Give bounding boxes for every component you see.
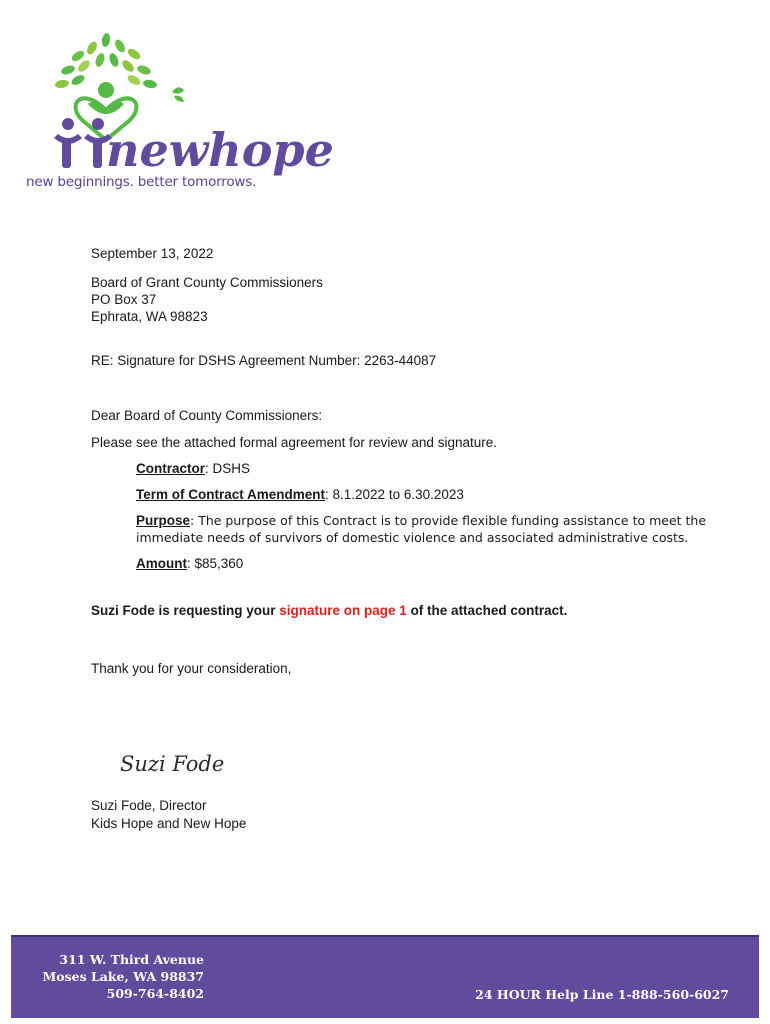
purpose-term — [136, 512, 711, 546]
amount-term — [136, 555, 711, 572]
signature-request: Suzi Fode is requesting your signature on page 1 of the attached contract. — [91, 603, 568, 618]
recipient-line: Board of Grant County Commissioners — [91, 275, 323, 290]
recipient-line: PO Box 37 — [91, 292, 157, 307]
footer-city: Moses Lake, WA 98837 — [42, 969, 204, 984]
signature-highlight: signature on page 1 — [279, 603, 407, 618]
amount-value: : $85,360 — [187, 556, 244, 571]
contractor-value: : DSHS — [205, 461, 251, 476]
thanks-line: Thank you for your consideration, — [91, 661, 292, 676]
contract-terms — [136, 460, 711, 572]
butterfly-icon — [172, 87, 184, 102]
footer-street: 311 W. Third Avenue — [59, 952, 204, 967]
handwritten-signature — [118, 745, 228, 787]
term-value: : 8.1.2022 to 6.30.2023 — [325, 487, 464, 502]
intro-paragraph: Please see the attached formal agreement for review and signature. — [91, 435, 497, 450]
contractor-term — [136, 460, 711, 477]
footer-band — [11, 935, 759, 1018]
closing-block — [91, 797, 246, 833]
purpose-label: Purpose — [136, 513, 191, 528]
contractor-label: Contractor — [136, 461, 206, 476]
footer-helpline: 24 HOUR Help Line 1-888-560-6027 — [475, 987, 729, 1002]
tree-leaves-icon — [54, 32, 157, 89]
salutation: Dear Board of County Commissioners: — [91, 408, 323, 423]
purpose-value: : The purpose of this Contract is to provide flexible funding assistance to meet the immediate needs of survivors of domestic violence and associated administrative costs. — [136, 513, 707, 545]
tagline: new beginnings. better tomorrows. — [26, 174, 257, 190]
footer-phone: 509-764-8402 — [106, 986, 204, 1001]
logo-text: newhope — [106, 123, 334, 177]
amount-label: Amount — [136, 556, 187, 571]
letter-body — [91, 245, 711, 677]
svg-text:Suzi Fode: Suzi Fode — [120, 752, 225, 776]
person-head-icon — [98, 82, 114, 98]
signer-title: Suzi Fode, Director — [91, 798, 207, 813]
recipient-line: Ephrata, WA 98823 — [91, 309, 208, 324]
recipient-address — [91, 274, 711, 325]
subject-line: RE: Signature for DSHS Agreement Number: 2263-44087 — [91, 353, 437, 368]
footer-address — [11, 951, 204, 1002]
newhope-logo — [22, 26, 334, 196]
term-label: Term of Contract Amendment — [136, 487, 326, 502]
signer-org: Kids Hope and New Hope — [91, 816, 247, 831]
letter-date: September 13, 2022 — [91, 246, 214, 261]
contract-term-dates — [136, 486, 711, 503]
